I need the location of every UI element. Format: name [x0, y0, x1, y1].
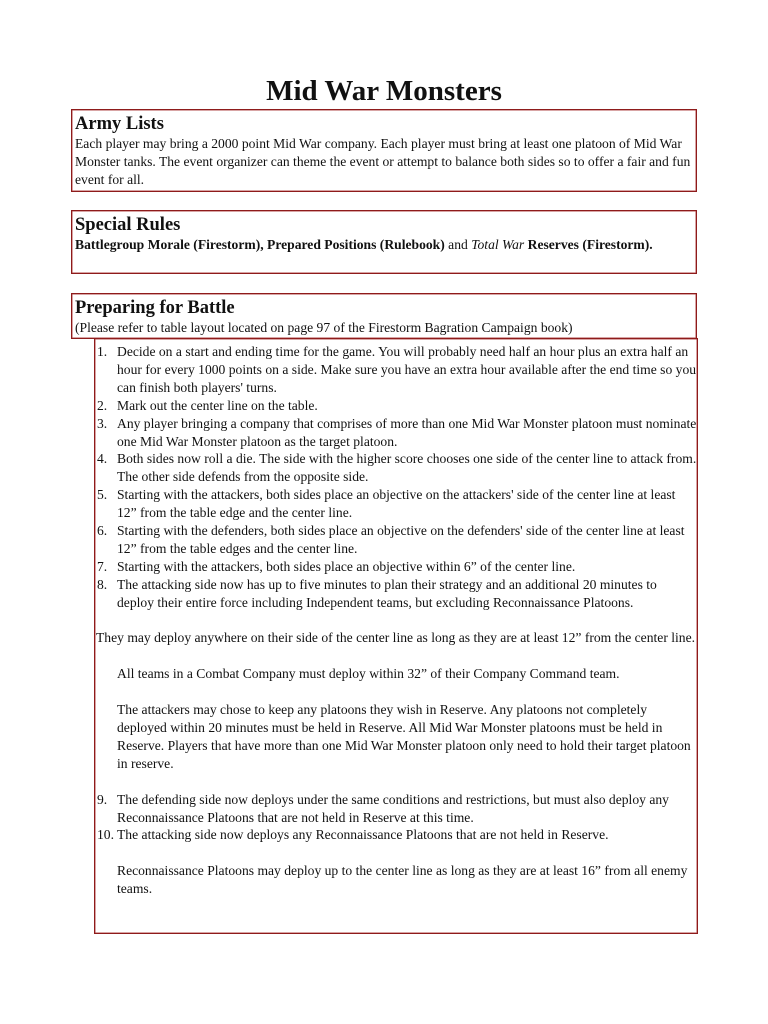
army-lists-heading: Army Lists [75, 114, 164, 134]
list-item-text: The attacking side now has up to five minutes to plan their strategy and an additional 20 minutes to deploy their entire force including Independent teams, but excluding Reconnaissance Platoons. [117, 576, 657, 610]
list-item [95, 486, 697, 522]
reserve-paragraph: The attackers may chose to keep any platoons they wish in Reserve. Any platoons not completely deployed within 20 minutes must be held in Reserve. All Mid War Monster platoons must be held in Reserve. Players that have more than one Mid War Monster platoon only need to hold their target platoon in reserve. [117, 702, 691, 771]
document-title: Mid War Monsters [266, 75, 502, 107]
list-item-number: 6. [97, 523, 108, 539]
list-item [95, 558, 697, 576]
list-item-number: 5. [97, 487, 108, 503]
spacer [95, 647, 697, 665]
spacer [95, 773, 697, 791]
army-lists-text: Each player may bring a 2000 point Mid War company. Each player must bring at least one platoon of Mid War Monster tanks. The event organizer can theme the event or attempt to balance both sides so to offer a fair and fun event for all. [75, 136, 691, 187]
list-item-text: Any player bringing a company that comprises of more than one Mid War Monster platoon must nominate one Mid War Monster platoon as the target platoon. [117, 415, 697, 449]
list-item-number: 10. [97, 827, 114, 843]
list-item-text: Mark out the center line on the table. [117, 397, 318, 413]
list-item [95, 826, 697, 844]
deploy-paragraph: All teams in a Combat Company must deploy within 32” of their Company Command team. [117, 666, 620, 682]
special-rules-bold-1: Battlegroup Morale (Firestorm), Prepared Positions (Rulebook) [75, 237, 445, 252]
list-item-text: Both sides now roll a die. The side with the higher score chooses one side of the center line to attack from. The other side defends from the opposite side. [117, 451, 697, 485]
list-item [95, 415, 697, 451]
deploy-paragraph: They may deploy anywhere on their side of the center line as long as they are at least 12” from the center line. [96, 630, 696, 646]
list-item [95, 343, 697, 397]
list-item-text: Starting with the defenders, both sides place an objective on the defenders' side of the center line at least 12” from the table edges and the center line. [117, 523, 685, 556]
list-item [95, 791, 697, 827]
list-item-text: The attacking side now deploys any Reconnaissance Platoons that are not held in Reserve. [117, 827, 609, 843]
list-item-number: 2. [97, 397, 108, 413]
steps-section [94, 338, 698, 934]
preparing-heading: Preparing for Battle [75, 298, 235, 318]
list-item [95, 522, 697, 558]
list-item-text: Starting with the attackers, both sides place an objective on the attackers' side of the center line at least 12” from the table edge and the center line. [117, 487, 676, 521]
special-rules-text [75, 236, 696, 254]
special-rules-section [71, 210, 697, 274]
list-item [95, 397, 697, 415]
list-item [95, 576, 697, 612]
list-item-number: 7. [97, 558, 108, 574]
list-item-number: 9. [97, 791, 108, 807]
recon-paragraph: Reconnaissance Platoons may deploy up to the center line as long as they are at least 16” from all enemy teams. [117, 863, 688, 897]
special-rules-bold-2: Reserves (Firestorm). [524, 237, 653, 252]
list-item-text: Starting with the attackers, both sides place an objective within 6” of the center line. [117, 558, 576, 574]
list-item-text: Decide on a start and ending time for the game. You will probably need half an hour plus an extra half an hour for every 1000 points on a side. Make sure you have an extra hour available after the end time so you can finish both players' turns. [117, 344, 697, 395]
list-item [95, 450, 697, 486]
spacer [95, 844, 697, 862]
preparing-note: (Please refer to table layout located on page 97 of the Firestorm Bagration Campaign book) [75, 320, 573, 335]
list-item-number: 4. [97, 451, 108, 467]
spacer [95, 612, 697, 630]
army-lists-section [71, 109, 697, 192]
special-rules-and: and [444, 237, 472, 252]
list-item-text: The defending side now deploys under the same conditions and restrictions, but must also deploy any Reconnaissance Platoons that are not held in Reserve at this time. [117, 791, 669, 825]
special-rules-heading: Special Rules [75, 215, 181, 235]
list-item-number: 3. [97, 415, 108, 431]
preparing-section [71, 293, 697, 339]
list-item-number: 8. [97, 576, 108, 592]
special-rules-italic: Total War [471, 237, 525, 252]
spacer [95, 683, 697, 701]
list-item-number: 1. [97, 344, 108, 359]
